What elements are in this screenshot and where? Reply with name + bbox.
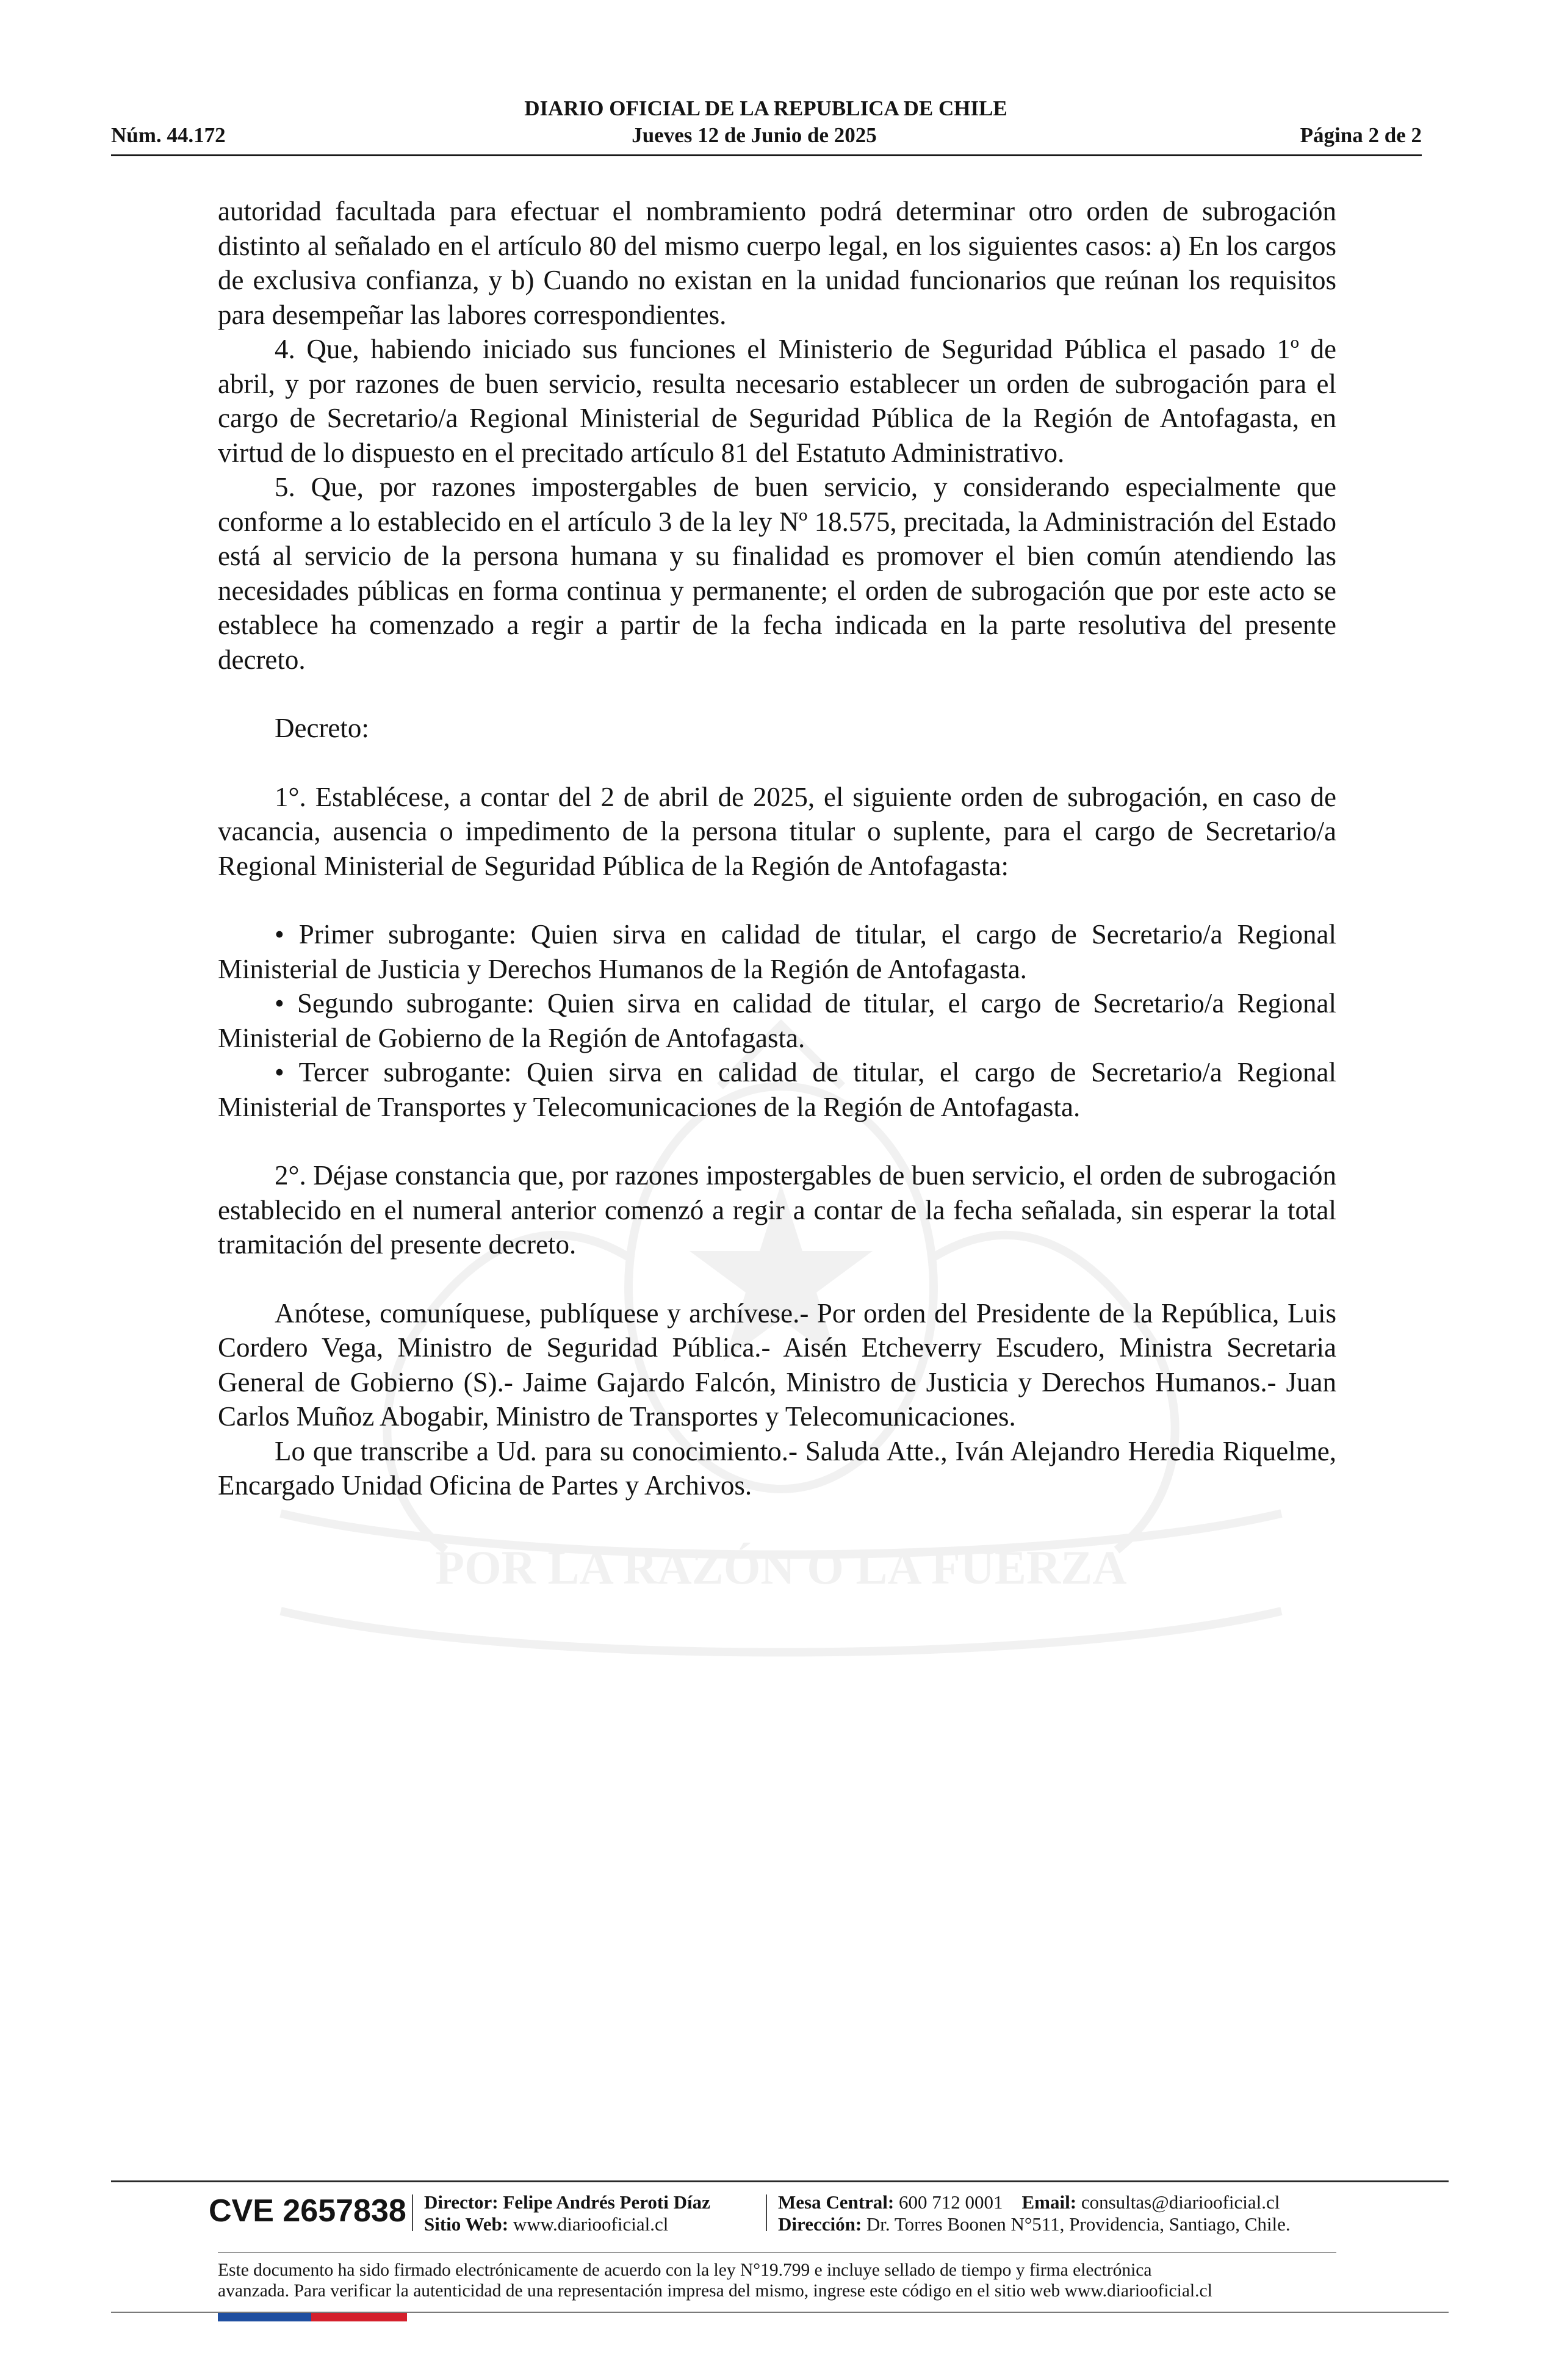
email-link[interactable]: consultas@diariooficial.cl <box>1081 2191 1280 2213</box>
mesa-label: Mesa Central: <box>778 2191 895 2213</box>
page-indicator: Página 2 de 2 <box>1300 123 1422 147</box>
transcription-note: Lo que transcribe a Ud. para su conocimiento.- Saluda Atte., Iván Alejandro Heredia Riquelme, Encargado Unidad Oficina de Partes y Archivos. <box>218 1435 1336 1501</box>
address-label: Dirección: <box>778 2213 862 2235</box>
legal-notice <box>218 2260 1336 2301</box>
website-link[interactable]: www.diariooficial.cl <box>513 2213 669 2235</box>
legal-line-1: Este documento ha sido firmado electrónicamente de acuerdo con la ley N°19.799 e incluye sellado de tiempo y firma electrónica <box>218 2260 1152 2280</box>
bullet-third-subrogate: • Tercer subrogante: Quien sirva en calidad de titular, el cargo de Secretario/a Regional Ministerial de Transportes y Telecomunicaciones de la Región de Antofagasta. <box>218 1057 1336 1122</box>
issue-number: Núm. 44.172 <box>111 123 226 147</box>
article-1: 1°. Establécese, a contar del 2 de abril de 2025, el siguiente orden de subrogación, en caso de vacancia, ausencia o impedimento de la persona titular o suplente, para el cargo de Secretario/a Regional Ministerial de Seguridad Pública de la Región de Antofagasta: <box>218 781 1336 881</box>
cve-code: CVE 2657838 <box>209 2193 406 2229</box>
email-label: Email: <box>1021 2191 1077 2213</box>
footer-divider-middle <box>218 2252 1336 2253</box>
header-divider <box>111 154 1422 156</box>
flag-stripe-red <box>311 2313 407 2321</box>
director-label: Director: <box>424 2191 499 2213</box>
legal-line-2: avanzada. Para verificar la autenticidad de una representación impresa del mismo, ingrese este código en el sitio web www.diariooficial.cl <box>218 2281 1212 2301</box>
article-2: 2°. Déjase constancia que, por razones impostergables de buen servicio, el orden de subrogación establecido en el numeral anterior comenzó a regir a contar de la fecha señalada, sin esperar la total tramitación del presente decreto. <box>218 1160 1336 1260</box>
flag-stripe-blue <box>218 2313 311 2321</box>
header-row <box>111 122 1422 149</box>
footer-director-block <box>424 2191 710 2235</box>
bullet-second-subrogate: • Segundo subrogante: Quien sirva en calidad de titular, el cargo de Secretario/a Regional Ministerial de Gobierno de la Región de Antofagasta. <box>218 988 1336 1053</box>
closing-paragraph: Anótese, comuníquese, publíquese y archívese.- Por orden del Presidente de la República, Luis Cordero Vega, Ministro de Seguridad Pública.- Aisén Etcheverry Escudero, Ministra Secretaria General de Gobierno (S).- Jaime Gajardo Falcón, Ministro de Justicia y Derechos Humanos.- Juan Carlos Muñoz Abogabir, Ministro de Transportes y Telecomunicaciones. <box>218 1297 1336 1432</box>
director-name: Felipe Andrés Peroti Díaz <box>503 2191 710 2213</box>
website-label: Sitio Web: <box>424 2213 509 2235</box>
decree-heading: Decreto: <box>275 713 369 743</box>
bullet-first-subrogate: • Primer subrogante: Quien sirva en calidad de titular, el cargo de Secretario/a Regional Ministerial de Justicia y Derechos Humanos de la Región de Antofagasta. <box>218 919 1336 984</box>
footer-separator <box>766 2194 767 2231</box>
address-value: Dr. Torres Boonen N°511, Providencia, Santiago, Chile. <box>866 2213 1291 2235</box>
footer-separator <box>412 2194 413 2231</box>
footer-divider-top <box>111 2180 1449 2182</box>
mesa-phone: 600 712 0001 <box>899 2191 1003 2213</box>
paragraph-5: 5. Que, por razones impostergables de buen servicio, y considerando especialmente que conforme a lo establecido en el artículo 3 de la ley Nº 18.575, precitada, la Administración del Estado está al servicio de la persona humana y su finalidad es promover el bien común atendiendo las necesidades públicas en forma continua y permanente; el orden de subrogación que por este acto se establece ha comenzado a regir a partir de la fecha indicada en la parte resolutiva del presente decreto. <box>218 472 1336 675</box>
paragraph-continued: autoridad facultada para efectuar el nombramiento podrá determinar otro orden de subrogación distinto al señalado en el artículo 80 del mismo cuerpo legal, en los siguientes casos: a) En los cargos de exclusiva confianza, y b) Cuando no existan en la unidad funcionarios que reúnan los requisitos para desempeñar las labores correspondientes. <box>218 196 1336 330</box>
paragraph-4: 4. Que, habiendo iniciado sus funciones el Ministerio de Seguridad Pública el pasado 1º de abril, y por razones de buen servicio, resulta necesario establecer un orden de subrogación para el cargo de Secretario/a Regional Ministerial de Seguridad Pública de la Región de Antofagasta, en virtud de lo dispuesto en el precitado artículo 81 del Estatuto Administrativo. <box>218 334 1336 468</box>
issue-date: Jueves 12 de Junio de 2025 <box>632 123 877 147</box>
footer-contact-block <box>778 2191 1291 2235</box>
watermark-motto: POR LA RAZÓN O LA FUERZA <box>435 1541 1127 1594</box>
document-body <box>218 194 1336 1503</box>
publication-title: DIARIO OFICIAL DE LA REPUBLICA DE CHILE <box>524 96 1007 120</box>
